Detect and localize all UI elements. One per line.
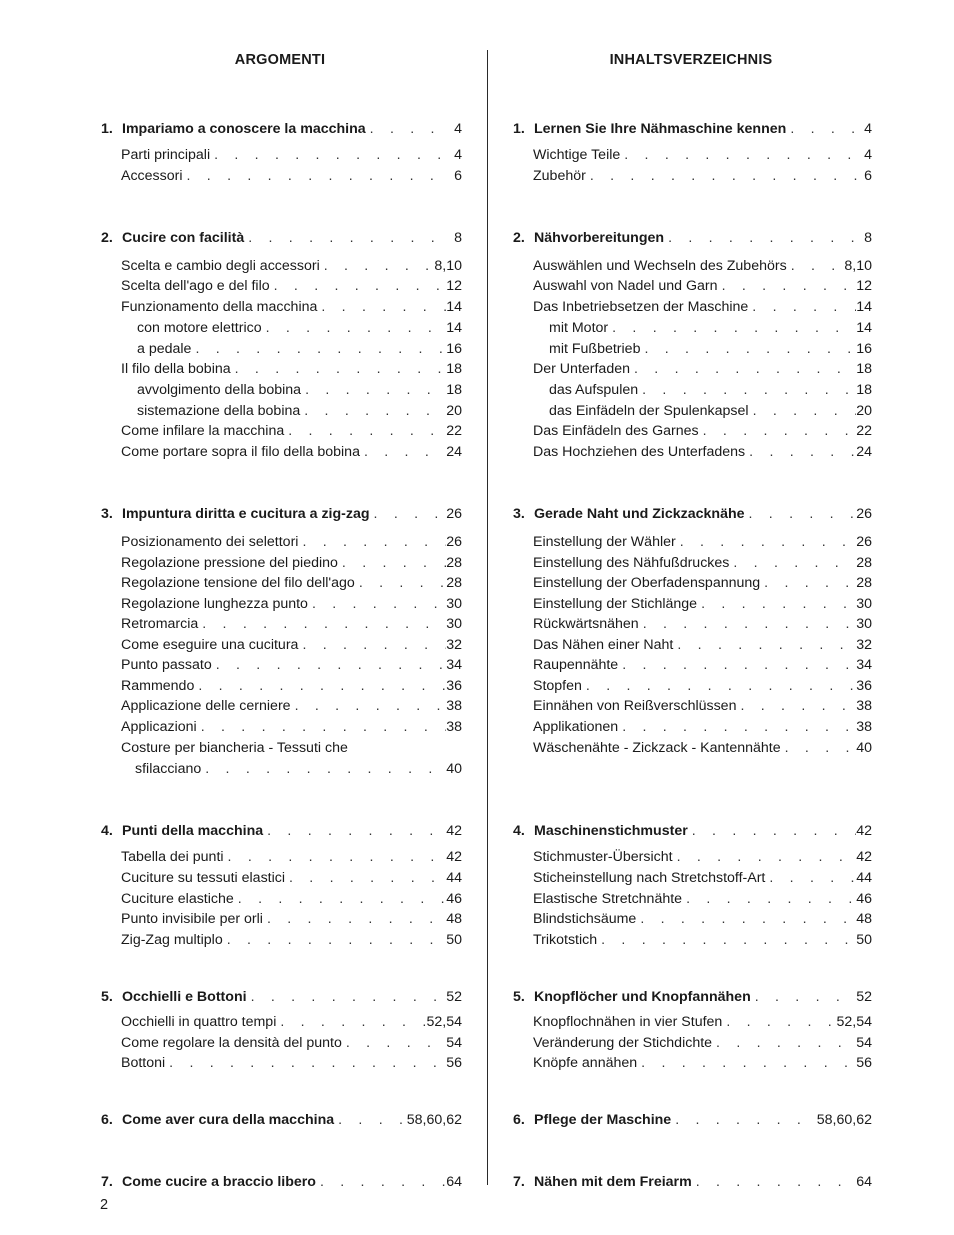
toc-entry: Occhielli in quattro tempi . . . 52,54 — [121, 1012, 462, 1032]
toc-entry: Zubehör . . . 6 — [533, 166, 872, 186]
toc-entry: Einstellung der Oberfadenspannung . . . 28 — [533, 573, 872, 593]
toc-entry: Knopflochnähen in vier Stufen . . . 52,54 — [533, 1012, 872, 1032]
toc-entry: con motore elettrico . . . 14 — [137, 318, 462, 338]
toc-entry: Knöpfe annähen . . . 56 — [533, 1053, 872, 1073]
toc-entry: Regolazione tensione del filo dell'ago . . . 28 — [121, 573, 462, 593]
toc-entry: Auswahl von Nadel und Garn . . . 12 — [533, 276, 872, 296]
toc-entry: Wäschenähte - Zickzack - Kantennähte . . . 40 — [533, 738, 872, 758]
toc-entry: Veränderung der Stichdichte . . . 54 — [533, 1033, 872, 1053]
toc-entry: Wichtige Teile . . . 4 — [533, 145, 872, 165]
toc-section-heading: 5. Occhielli e Bottoni . . . 52 — [101, 987, 462, 1007]
toc-section-heading: 1. Impariamo a conoscere la macchina . . . 4 — [101, 119, 462, 139]
toc-section-heading: 2. Cucire con facilità . . . 8 — [101, 228, 462, 248]
toc-section-heading: 4. Punti della macchina . . . 42 — [101, 821, 462, 841]
toc-entry: Scelta e cambio degli accessori . . . 8,10 — [121, 256, 462, 276]
toc-entry: Punto invisibile per orli . . . 48 — [121, 909, 462, 929]
toc-entry: mit Motor . . . 14 — [549, 318, 872, 338]
toc-entry: sfilacciano . . . 40 — [135, 759, 462, 779]
toc-entry: Einstellung des Nähfußdruckes . . . 28 — [533, 553, 872, 573]
toc-entry: a pedale . . . 16 — [137, 339, 462, 359]
toc-entry: das Einfädeln der Spulenkapsel . . . 20 — [549, 401, 872, 421]
column-title-italian: ARGOMENTI — [234, 52, 326, 68]
toc-entry: Raupennähte . . . 34 — [533, 655, 872, 675]
toc-section-heading: 4. Maschinenstichmuster . . . 42 — [513, 821, 872, 841]
toc-entry: Auswählen und Wechseln des Zubehörs . . . 8,10 — [533, 256, 872, 276]
toc-entry: Blindstichsäume . . . 48 — [533, 909, 872, 929]
toc-entry: Einstellung der Stichlänge . . . 30 — [533, 594, 872, 614]
toc-section-heading: 5. Knopflöcher und Knopfannähen . . . 52 — [513, 987, 872, 1007]
column-divider — [487, 50, 488, 1185]
toc-entry: Come regolare la densità del punto . . . 54 — [121, 1033, 462, 1053]
toc-entry: Rückwärtsnähen . . . 30 — [533, 614, 872, 634]
toc-entry: Trikotstich . . . 50 — [533, 930, 872, 950]
toc-section-heading: 6. Pflege der Maschine . . . 58,60,62 — [513, 1110, 872, 1130]
toc-entry: Einstellung der Wähler . . . 26 — [533, 532, 872, 552]
toc-entry: Applikationen . . . 38 — [533, 717, 872, 737]
toc-section-heading: 7. Come cucire a braccio libero . . . 64 — [101, 1172, 462, 1192]
toc-entry: Elastische Stretchnähte . . . 46 — [533, 889, 872, 909]
toc-entry: Costure per biancheria - Tessuti che — [121, 740, 348, 756]
toc-entry: Applicazione delle cerniere . . . 38 — [121, 696, 462, 716]
toc-entry: Come eseguire una cucitura . . . 32 — [121, 635, 462, 655]
page-number: 2 — [100, 1197, 109, 1213]
toc-entry: das Aufspulen . . . 18 — [549, 380, 872, 400]
toc-entry: Sticheinstellung nach Stretchstoff-Art . . . 44 — [533, 868, 872, 888]
toc-entry: Regolazione lunghezza punto . . . 30 — [121, 594, 462, 614]
toc-entry: Stopfen . . . 36 — [533, 676, 872, 696]
toc-entry: Bottoni . . . 56 — [121, 1053, 462, 1073]
toc-entry: Accessori . . . 6 — [121, 166, 462, 186]
toc-entry: Posizionamento dei selettori . . . 26 — [121, 532, 462, 552]
toc-entry: Rammendo . . . 36 — [121, 676, 462, 696]
toc-entry: avvolgimento della bobina . . . 18 — [137, 380, 462, 400]
toc-entry: sistemazione della bobina . . . 20 — [137, 401, 462, 421]
toc-section-heading: 3. Impuntura diritta e cucitura a zig-zag . . . 26 — [101, 504, 462, 524]
toc-entry: Das Einfädeln des Garnes . . . 22 — [533, 421, 872, 441]
toc-entry: Das Hochziehen des Unterfadens . . . 24 — [533, 442, 872, 462]
toc-entry: Zig-Zag multiplo . . . 50 — [121, 930, 462, 950]
toc-entry: Cuciture su tessuti elastici . . . 44 — [121, 868, 462, 888]
toc-entry: Parti principali . . . 4 — [121, 145, 462, 165]
toc-section-heading: 1. Lernen Sie Ihre Nähmaschine kennen . . . 4 — [513, 119, 872, 139]
toc-entry: Il filo della bobina . . . 18 — [121, 359, 462, 379]
toc-entry: Come portare sopra il filo della bobina . . . 24 — [121, 442, 462, 462]
toc-entry: Applicazioni . . . 38 — [121, 717, 462, 737]
toc-entry: Scelta dell'ago e del filo . . . 12 — [121, 276, 462, 296]
toc-section-heading: 3. Gerade Naht und Zickzacknähe . . . 26 — [513, 504, 872, 524]
toc-entry: Der Unterfaden . . . 18 — [533, 359, 872, 379]
toc-entry: Das Nähen einer Naht . . . 32 — [533, 635, 872, 655]
toc-section-heading: 7. Nähen mit dem Freiarm . . . 64 — [513, 1172, 872, 1192]
toc-entry: Funzionamento della macchina . . . 14 — [121, 297, 462, 317]
column-title-german: INHALTSVERZEICHNIS — [609, 52, 773, 68]
toc-entry: Tabella dei punti . . . 42 — [121, 847, 462, 867]
toc-entry: Punto passato . . . 34 — [121, 655, 462, 675]
toc-entry: Cuciture elastiche . . . 46 — [121, 889, 462, 909]
toc-entry: Einnähen von Reißverschlüssen . . . 38 — [533, 696, 872, 716]
toc-section-heading: 2. Nähvorbereitungen . . . 8 — [513, 228, 872, 248]
toc-entry: Come infilare la macchina . . . 22 — [121, 421, 462, 441]
toc-section-heading: 6. Come aver cura della macchina . . . 58,60,62 — [101, 1110, 462, 1130]
toc-entry: Das Inbetriebsetzen der Maschine . . . 14 — [533, 297, 872, 317]
toc-entry: Regolazione pressione del piedino . . . 28 — [121, 553, 462, 573]
toc-entry: Stichmuster-Übersicht . . . 42 — [533, 847, 872, 867]
toc-entry: Retromarcia . . . 30 — [121, 614, 462, 634]
toc-entry: mit Fußbetrieb . . . 16 — [549, 339, 872, 359]
